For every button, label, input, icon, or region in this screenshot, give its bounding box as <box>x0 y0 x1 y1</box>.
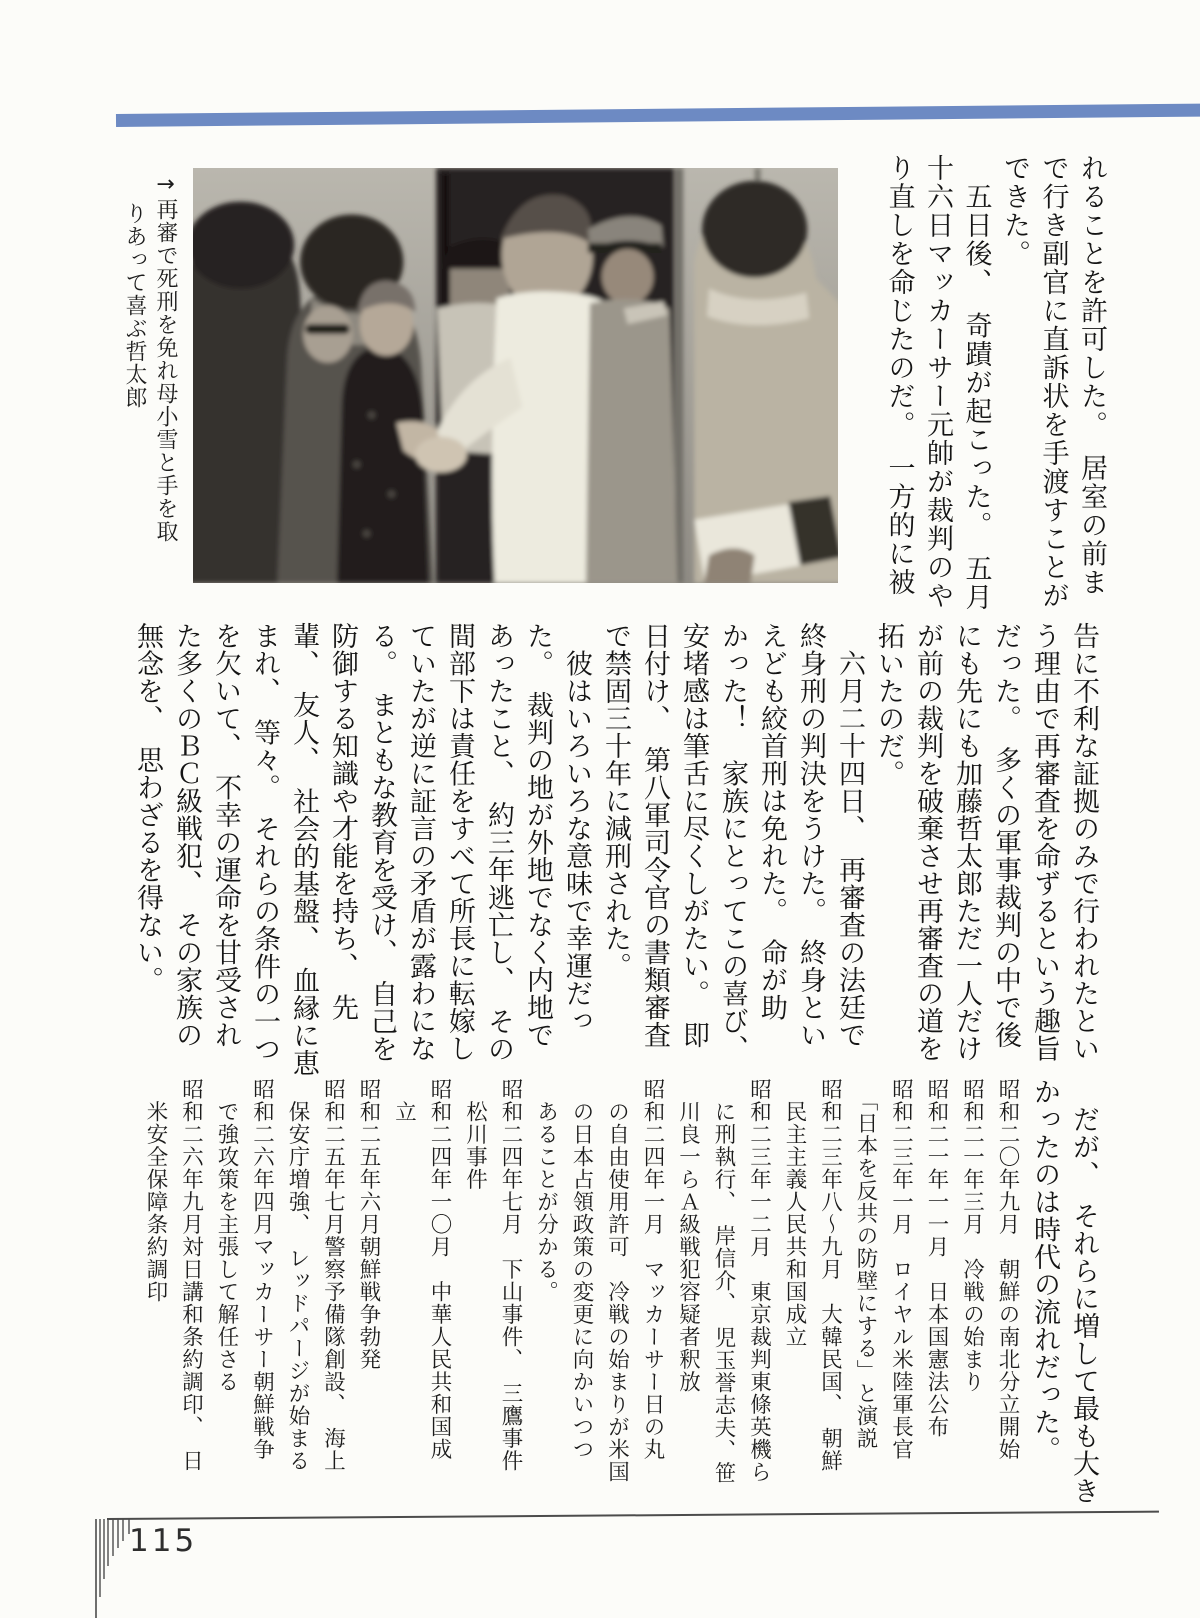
text-line: の日本占領政策の変更に向かいつつ <box>569 1078 594 1461</box>
text-line: で強攻策を主張して解任さる <box>214 1078 239 1393</box>
text-line: 昭和二三年八〜九月 大韓民国、 朝鮮 <box>817 1078 843 1473</box>
caption-line: りあって喜ぶ哲太郎 <box>122 202 147 409</box>
text-line: れることを許可した。 居室の前ま <box>1076 154 1107 597</box>
text-line: だが、 それらに増して最も大き <box>1068 1078 1099 1505</box>
text-line: えども絞首刑は免れた。 命が助 <box>756 622 787 1021</box>
text-line: 昭和二四年一月 マッカーサー日の丸 <box>640 1078 665 1461</box>
text-line: 日付け、 第八軍司令官の書類審査 <box>639 622 670 1049</box>
text-line: にも先にも加藤哲太郎ただ一人だけ <box>951 622 982 1062</box>
photo-tetsutaro-handshake <box>193 168 838 583</box>
text-line: 保安庁増強、 レッドパージが始まる <box>285 1078 310 1473</box>
text-line: た多くのＢＣ級戦犯、 その家族の <box>171 622 202 1049</box>
text-line: 無念を、 思わざるを得ない。 <box>132 622 163 994</box>
top-accent-bar <box>116 104 1200 127</box>
text-line: 昭和二四年一〇月 中華人民共和国成 <box>427 1078 452 1461</box>
caption-line <box>150 172 181 612</box>
text-line: 十六日マッカーサー元帥が裁判のや <box>922 154 953 610</box>
text-line: 輩、 友人、 社会的基盤、 血縁に恵 <box>288 622 319 1077</box>
text-line: あることが分かる。 <box>533 1078 559 1303</box>
text-line: 告に不利な証拠のみで行われたとい <box>1068 622 1099 1062</box>
body-section-1 <box>879 154 1110 634</box>
text-line: 昭和二一年三月 冷戦の始まり <box>959 1078 985 1393</box>
text-line: 昭和二四年七月 下山事件、 三鷹事件 <box>498 1078 523 1473</box>
text-line: 昭和二三年一二月 東京裁判東條英機ら <box>746 1078 772 1483</box>
text-line: あったこと、 約三年逃亡し、 その <box>483 622 514 1063</box>
text-line: 安堵感は筆舌に尽くしがたい。 即 <box>678 622 709 1049</box>
text-line: う理由で再審査を命ずるという趣旨 <box>1029 622 1060 1062</box>
text-line: 彼はいろいろな意味で幸運だっ <box>561 622 592 1035</box>
text-line: 川良一らＡ級戦犯容疑者釈放 <box>675 1078 701 1393</box>
body-section-2 <box>128 622 1103 1077</box>
text-line: かった！ 家族にとってこの喜び、 <box>717 622 748 1062</box>
text-line: た。 裁判の地が外地でなく内地で <box>522 622 553 1049</box>
text-line: で行き副官に直訴状を手渡すことが <box>1037 154 1069 610</box>
text-line: 昭和二六年九月対日講和条約調印、 日 <box>178 1078 204 1473</box>
photo-artwork <box>193 168 838 583</box>
text-line: 昭和二六年四月マッカーサー朝鮮戦争 <box>249 1078 275 1461</box>
text-line: 「日本を反共の防壁にする」と演説 <box>853 1078 878 1450</box>
text-line: 六月二十四日、 再審査の法廷で <box>834 622 865 1049</box>
text-line: 昭和二五年六月朝鮮戦争勃発 <box>356 1078 381 1371</box>
text-line: が前の裁判を破棄させ再審査の道を <box>912 622 943 1062</box>
text-line: 昭和二一年一一月 日本国憲法公布 <box>924 1078 949 1438</box>
text-line: に刑執行、 岸信介、 児玉誉志夫、笹 <box>711 1078 736 1484</box>
text-line: 五日後、 奇蹟が起こった。 五月 <box>960 154 992 612</box>
text-line: 間部下は責任をすべて所長に転嫁し <box>444 622 475 1062</box>
text-line: 昭和二五年七月警察予備隊創設、 海上 <box>320 1078 346 1473</box>
text-line: の自由使用許可 冷戦の始まりが米国 <box>604 1078 630 1483</box>
arrow-right-icon: → <box>153 172 178 198</box>
text-line: 民主主義人民共和国成立 <box>782 1078 807 1348</box>
text-line: る。 まともな教育を受け、 自己を <box>366 622 397 1063</box>
text-line: 松川事件 <box>462 1078 488 1191</box>
timeline-intro <box>1025 1078 1103 1523</box>
text-line: まれ、 等々。 それらの条件の一つ <box>249 622 280 1063</box>
text-line: 終身刑の判決をうけた。 終身とい <box>795 622 826 1049</box>
text-line: を欠いて、 不幸の運命を甘受され <box>210 622 241 1049</box>
text-line: 立 <box>391 1078 417 1123</box>
text-line: 拓いたのだ。 <box>873 622 904 787</box>
text-line: 防御する知識や才能を持ち、 先 <box>327 622 358 1021</box>
text-line: 米安全保障条約調印 <box>143 1078 168 1303</box>
text-line: できた。 <box>999 154 1030 268</box>
photo-caption <box>119 172 181 612</box>
caption-text: 再審で死刑を免れ母小雪と手を取 <box>153 198 178 543</box>
text-line: り直しを命じたのだ。 一方的に被 <box>883 154 915 597</box>
text-line: 昭和二三年一月 ロイヤル米陸軍長官 <box>888 1078 914 1461</box>
body-section-3 <box>138 1078 1104 1523</box>
text-line: だった。 多くの軍事裁判の中で後 <box>990 622 1021 1049</box>
text-line: かったのは時代の流れだった。 <box>1029 1078 1060 1463</box>
text-line: 昭和二〇年九月 朝鮮の南北分立開始 <box>995 1078 1020 1461</box>
text-line: で禁固三十年に減刑された。 <box>600 622 631 980</box>
text-line: ていたが逆に証言の矛盾が露わにな <box>405 622 436 1062</box>
timeline-list <box>138 1078 1026 1523</box>
page-number: 115 <box>129 1523 198 1559</box>
